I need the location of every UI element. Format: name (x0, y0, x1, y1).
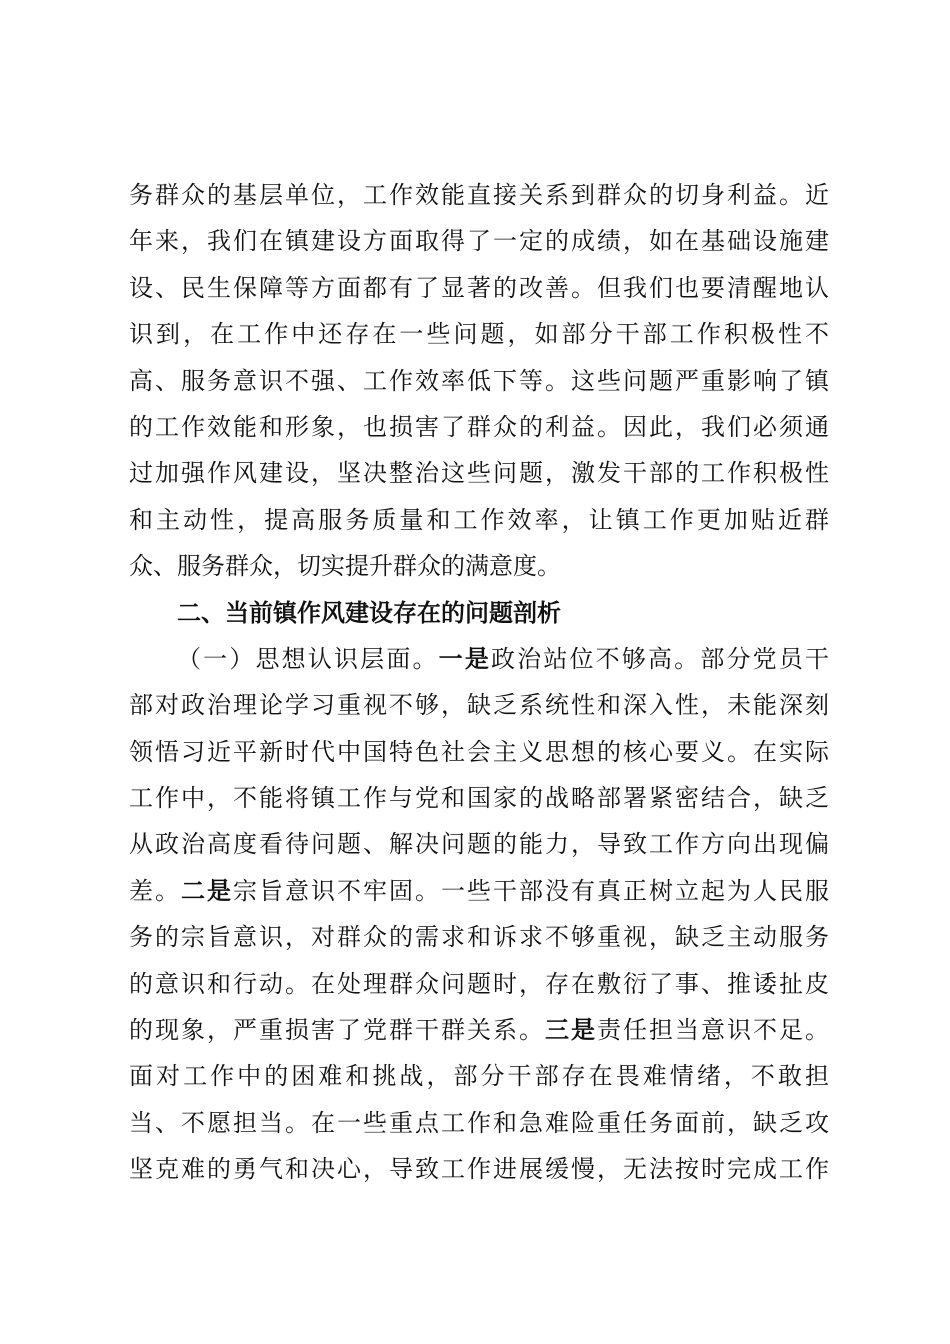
emphasis-third: 三是 (545, 1016, 597, 1045)
paragraph-line: 务的宗旨意识，对群众的需求和诉求不够重视，缺乏主动服务 (129, 923, 829, 952)
paragraph-text: 的现象，严重损害了党群干群关系。 (129, 1016, 545, 1045)
paragraph-line: 面对工作中的困难和挑战，部分干部存在畏难情绪，不敢担 (129, 1062, 829, 1091)
paragraph-line: 领悟习近平新时代中国特色社会主义思想的核心要义。在实际 (129, 737, 829, 766)
paragraph-line: 务群众的基层单位，工作效能直接关系到群众的切身利益。近 (129, 181, 829, 209)
paragraph-line: 坚克难的勇气和决心，导致工作进展缓慢，无法按时完成工作 (129, 1155, 829, 1184)
section-heading: 二、当前镇作风建设存在的问题剖析 (177, 598, 561, 627)
paragraph-text: 宗旨意识不牢固。一些干部没有真正树立起为人民服 (233, 876, 829, 905)
paragraph-line: 众、服务群众，切实提升群众的满意度。 (129, 552, 561, 581)
paragraph-line: 过加强作风建设，坚决整治这些问题，激发干部的工作积极性 (129, 459, 829, 488)
paragraph-line: 从政治高度看待问题、解决问题的能力，导致工作方向出现偏 (129, 830, 829, 859)
emphasis-second: 二是 (181, 876, 233, 905)
paragraph-line (129, 1007, 829, 1053)
emphasis-first: 一是 (438, 644, 492, 673)
paragraph-line: 的意识和行动。在处理群众问题时，存在敷衍了事、推诿扯皮 (129, 969, 829, 998)
paragraph-text: 差。 (129, 876, 181, 905)
paragraph-line: 高、服务意识不强、工作效率低下等。这些问题严重影响了镇 (129, 366, 829, 395)
subsection-label: （一）思想认识层面。 (177, 644, 439, 673)
paragraph-line (129, 636, 829, 682)
paragraph-line: 和主动性，提高服务质量和工作效率，让镇工作更加贴近群 (129, 505, 829, 534)
paragraph-line: 部对政治理论学习重视不够，缺乏系统性和深入性，未能深刻 (129, 691, 829, 720)
document-body (129, 172, 829, 1193)
paragraph-line: 识到，在工作中还存在一些问题，如部分干部工作积极性不 (129, 320, 829, 349)
paragraph-text: 责任担当意识不足。 (597, 1016, 829, 1045)
paragraph-line: 年来，我们在镇建设方面取得了一定的成绩，如在基础设施建 (129, 227, 829, 256)
paragraph-line: 设、民生保障等方面都有了显著的改善。但我们也要清醒地认 (129, 273, 829, 302)
paragraph-text: 政治站位不够高。部分党员干 (491, 644, 830, 673)
paragraph-line: 的工作效能和形象，也损害了群众的利益。因此，我们必须通 (129, 412, 829, 441)
paragraph-line: 当、不愿担当。在一些重点工作和急难险重任务面前，缺乏攻 (129, 1108, 829, 1137)
paragraph-line (129, 868, 829, 914)
paragraph-line: 工作中，不能将镇工作与党和国家的战略部署紧密结合，缺乏 (129, 784, 829, 813)
